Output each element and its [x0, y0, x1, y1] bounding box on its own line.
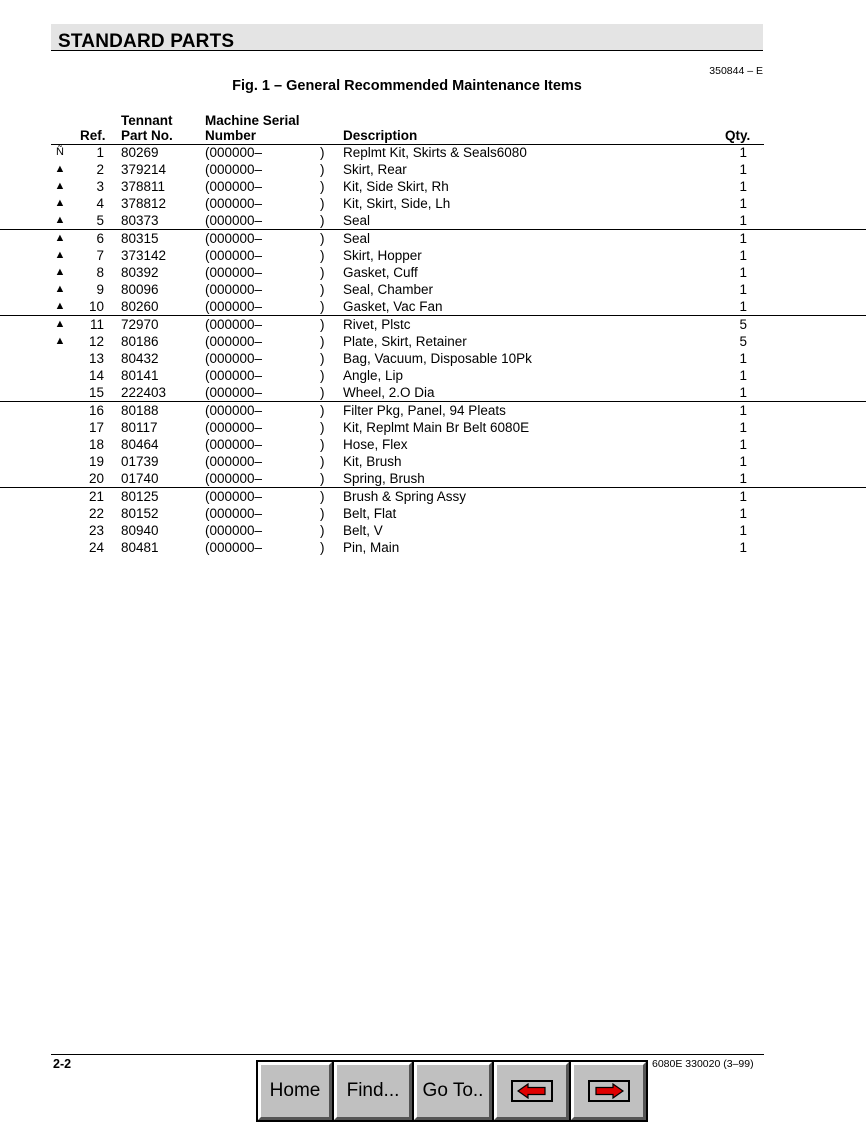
ref-number: 21: [88, 489, 104, 504]
serial-close: ): [320, 196, 325, 211]
table-row: [0, 230, 866, 247]
part-number: 80392: [121, 265, 159, 280]
quantity: 1: [739, 523, 747, 538]
quantity: 1: [739, 231, 747, 246]
row-marker-icon: ▲: [54, 163, 66, 175]
ref-number: 14: [88, 368, 104, 383]
description: Pin, Main: [343, 540, 400, 555]
part-number: 80373: [121, 213, 159, 228]
part-number: 379214: [121, 162, 167, 177]
ref-number: 13: [88, 351, 104, 366]
part-number: 80432: [121, 351, 159, 366]
quantity: 1: [739, 540, 747, 555]
serial-number: (000000–: [205, 145, 263, 160]
serial-number: (000000–: [205, 454, 263, 469]
ref-number: 24: [88, 540, 104, 555]
table-row: [0, 161, 866, 178]
serial-number: (000000–: [205, 368, 263, 383]
publication-info: 6080E 330020 (3–99): [652, 1058, 754, 1070]
quantity: 1: [739, 506, 747, 521]
row-marker-icon: ▲: [54, 197, 66, 209]
part-number: 80096: [121, 282, 159, 297]
row-marker-icon: ▲: [54, 335, 66, 347]
part-number: 01740: [121, 471, 159, 486]
table-row: [0, 264, 866, 281]
serial-number: (000000–: [205, 351, 263, 366]
home-button[interactable]: Home: [258, 1062, 332, 1120]
serial-number: (000000–: [205, 231, 263, 246]
ref-number: 12: [88, 334, 104, 349]
quantity: 1: [739, 179, 747, 194]
table-row: [0, 539, 866, 556]
column-header-serial: [205, 113, 300, 143]
part-number: 01739: [121, 454, 159, 469]
row-marker-icon: ▲: [54, 283, 66, 295]
part-number: 80186: [121, 334, 159, 349]
serial-number: (000000–: [205, 265, 263, 280]
quantity: 1: [739, 265, 747, 280]
serial-close: ): [320, 471, 325, 486]
description: Seal, Chamber: [343, 282, 434, 297]
part-number: 80188: [121, 403, 159, 418]
previous-arrow-frame: [511, 1080, 553, 1102]
part-number: 378812: [121, 196, 167, 211]
table-row: [0, 144, 866, 161]
description: Filter Pkg, Panel, 94 Pleats: [343, 403, 506, 418]
table-row: [0, 522, 866, 539]
quantity: 1: [739, 196, 747, 211]
table-row: [0, 212, 866, 230]
ref-number: 22: [88, 506, 104, 521]
description: Bag, Vacuum, Disposable 10Pk: [343, 351, 532, 366]
goto-button[interactable]: Go To..: [414, 1062, 492, 1120]
quantity: 1: [739, 248, 747, 263]
description: Hose, Flex: [343, 437, 408, 452]
serial-close: ): [320, 179, 325, 194]
serial-close: ): [320, 403, 325, 418]
part-number: 80141: [121, 368, 159, 383]
find-button[interactable]: Find...: [334, 1062, 412, 1120]
table-row: [0, 333, 866, 350]
ref-number: 4: [96, 196, 104, 211]
serial-close: ): [320, 385, 325, 400]
next-page-button[interactable]: [571, 1062, 646, 1120]
ref-number: 7: [96, 248, 104, 263]
serial-close: ): [320, 420, 325, 435]
serial-close: ): [320, 317, 325, 332]
ref-number: 9: [96, 282, 104, 297]
description: Seal: [343, 213, 371, 228]
description: Plate, Skirt, Retainer: [343, 334, 467, 349]
quantity: 1: [739, 403, 747, 418]
table-row: [0, 316, 866, 333]
table-row: [0, 298, 866, 316]
description: Angle, Lip: [343, 368, 404, 383]
serial-close: ): [320, 351, 325, 366]
table-row: [0, 384, 866, 402]
serial-number: (000000–: [205, 248, 263, 263]
table-row: [0, 195, 866, 212]
part-number: 378811: [121, 179, 166, 194]
row-marker-icon: ▲: [54, 232, 66, 244]
part-number: 80125: [121, 489, 159, 504]
table-row: [0, 470, 866, 488]
column-header-qty: Qty.: [725, 128, 751, 143]
ref-number: 18: [88, 437, 104, 452]
part-number: 80464: [121, 437, 159, 452]
page-number: 2-2: [53, 1057, 72, 1071]
serial-number: (000000–: [205, 403, 263, 418]
part-number: 80315: [121, 231, 159, 246]
part-number: 80260: [121, 299, 159, 314]
serial-number: (000000–: [205, 196, 263, 211]
column-header-description: Description: [343, 128, 418, 143]
serial-close: ): [320, 265, 325, 280]
ref-number: 3: [96, 179, 104, 194]
serial-close: ): [320, 231, 325, 246]
serial-number: (000000–: [205, 282, 263, 297]
ref-number: 6: [96, 231, 104, 246]
serial-close: ): [320, 506, 325, 521]
column-header-serial-line1: Machine Serial: [205, 113, 300, 128]
red-right-arrow-icon: [594, 1083, 624, 1099]
description: Replmt Kit, Skirts & Seals6080: [343, 145, 527, 160]
description: Brush & Spring Assy: [343, 489, 467, 504]
quantity: 1: [739, 145, 747, 160]
part-number: 80269: [121, 145, 159, 160]
description: Wheel, 2.O Dia: [343, 385, 435, 400]
description: Rivet, Plstc: [343, 317, 411, 332]
serial-close: ): [320, 540, 325, 555]
quantity: 1: [739, 385, 747, 400]
serial-close: ): [320, 145, 325, 160]
part-number: 80940: [121, 523, 159, 538]
serial-number: (000000–: [205, 437, 263, 452]
ref-number: 5: [96, 213, 104, 228]
serial-number: (000000–: [205, 420, 263, 435]
serial-number: (000000–: [205, 540, 263, 555]
table-row: [0, 367, 866, 384]
previous-page-button[interactable]: [494, 1062, 569, 1120]
table-row: [0, 350, 866, 367]
quantity: 1: [739, 437, 747, 452]
navigation-bar: [256, 1060, 648, 1122]
parts-table: [0, 144, 866, 556]
part-number: 72970: [121, 317, 159, 332]
table-row: [0, 247, 866, 264]
column-header-serial-line2: Number: [205, 128, 257, 143]
column-header-part-line2: Part No.: [121, 128, 173, 143]
figure-title: Fig. 1 – General Recommended Maintenance Items: [232, 78, 582, 94]
ref-number: 17: [88, 420, 104, 435]
quantity: 5: [739, 317, 747, 332]
description: Spring, Brush: [343, 471, 425, 486]
quantity: 1: [739, 471, 747, 486]
description: Kit, Replmt Main Br Belt 6080E: [343, 420, 530, 435]
ref-number: 20: [88, 471, 104, 486]
serial-number: (000000–: [205, 489, 263, 504]
ref-number: 23: [88, 523, 104, 538]
part-number: 80481: [121, 540, 159, 555]
section-header-bar: [51, 24, 763, 51]
serial-close: ): [320, 489, 325, 504]
table-row: [0, 281, 866, 298]
row-marker-icon: ▲: [54, 180, 66, 192]
serial-close: ): [320, 213, 325, 228]
serial-number: (000000–: [205, 506, 263, 521]
description: Gasket, Cuff: [343, 265, 418, 280]
table-row: [0, 419, 866, 436]
quantity: 1: [739, 454, 747, 469]
quantity: 1: [739, 299, 747, 314]
serial-close: ): [320, 523, 325, 538]
serial-close: ): [320, 454, 325, 469]
quantity: 5: [739, 334, 747, 349]
red-left-arrow-icon: [517, 1083, 547, 1099]
serial-close: ): [320, 368, 325, 383]
part-number: 222403: [121, 385, 167, 400]
serial-number: (000000–: [205, 317, 263, 332]
table-row: [0, 488, 866, 505]
part-number: 373142: [121, 248, 167, 263]
description: Gasket, Vac Fan: [343, 299, 443, 314]
quantity: 1: [739, 162, 747, 177]
row-marker-icon: ▲: [54, 249, 66, 261]
serial-close: ): [320, 334, 325, 349]
serial-number: (000000–: [205, 334, 263, 349]
quantity: 1: [739, 351, 747, 366]
serial-close: ): [320, 248, 325, 263]
row-marker-icon: ▲: [54, 300, 66, 312]
table-row: [0, 178, 866, 195]
row-marker-icon: Ñ: [56, 146, 64, 158]
serial-number: (000000–: [205, 162, 263, 177]
part-number: 80152: [121, 506, 159, 521]
ref-number: 16: [88, 403, 104, 418]
quantity: 1: [739, 420, 747, 435]
serial-number: (000000–: [205, 179, 263, 194]
section-title: STANDARD PARTS: [58, 31, 235, 52]
quantity: 1: [739, 282, 747, 297]
table-row: [0, 453, 866, 470]
document-number: 350844 – E: [709, 65, 763, 77]
description: Seal: [343, 231, 371, 246]
description: Belt, V: [343, 523, 383, 538]
next-arrow-frame: [588, 1080, 630, 1102]
table-row: [0, 505, 866, 522]
serial-number: (000000–: [205, 385, 263, 400]
description: Belt, Flat: [343, 506, 397, 521]
description: Skirt, Hopper: [343, 248, 422, 263]
serial-close: ): [320, 299, 325, 314]
row-marker-icon: ▲: [54, 318, 66, 330]
serial-close: ): [320, 282, 325, 297]
ref-number: 1: [96, 145, 104, 160]
column-header-ref: Ref.: [80, 128, 106, 143]
serial-close: ): [320, 437, 325, 452]
footer-divider: [51, 1054, 764, 1055]
part-number: 80117: [121, 420, 158, 435]
serial-close: ): [320, 162, 325, 177]
description: Kit, Brush: [343, 454, 402, 469]
table-row: [0, 436, 866, 453]
serial-number: (000000–: [205, 471, 263, 486]
ref-number: 11: [89, 317, 104, 332]
quantity: 1: [739, 213, 747, 228]
ref-number: 19: [88, 454, 104, 469]
serial-number: (000000–: [205, 523, 263, 538]
ref-number: 15: [88, 385, 104, 400]
serial-number: (000000–: [205, 299, 263, 314]
description: Kit, Side Skirt, Rh: [343, 179, 449, 194]
quantity: 1: [739, 368, 747, 383]
column-header-part-line1: Tennant: [121, 113, 173, 128]
ref-number: 10: [88, 299, 104, 314]
description: Skirt, Rear: [343, 162, 407, 177]
quantity: 1: [739, 489, 747, 504]
serial-number: (000000–: [205, 213, 263, 228]
description: Kit, Skirt, Side, Lh: [343, 196, 451, 211]
column-header-part: [121, 113, 173, 143]
table-row: [0, 402, 866, 419]
ref-number: 2: [96, 162, 104, 177]
row-marker-icon: ▲: [54, 214, 66, 226]
row-marker-icon: ▲: [54, 266, 66, 278]
ref-number: 8: [96, 265, 104, 280]
